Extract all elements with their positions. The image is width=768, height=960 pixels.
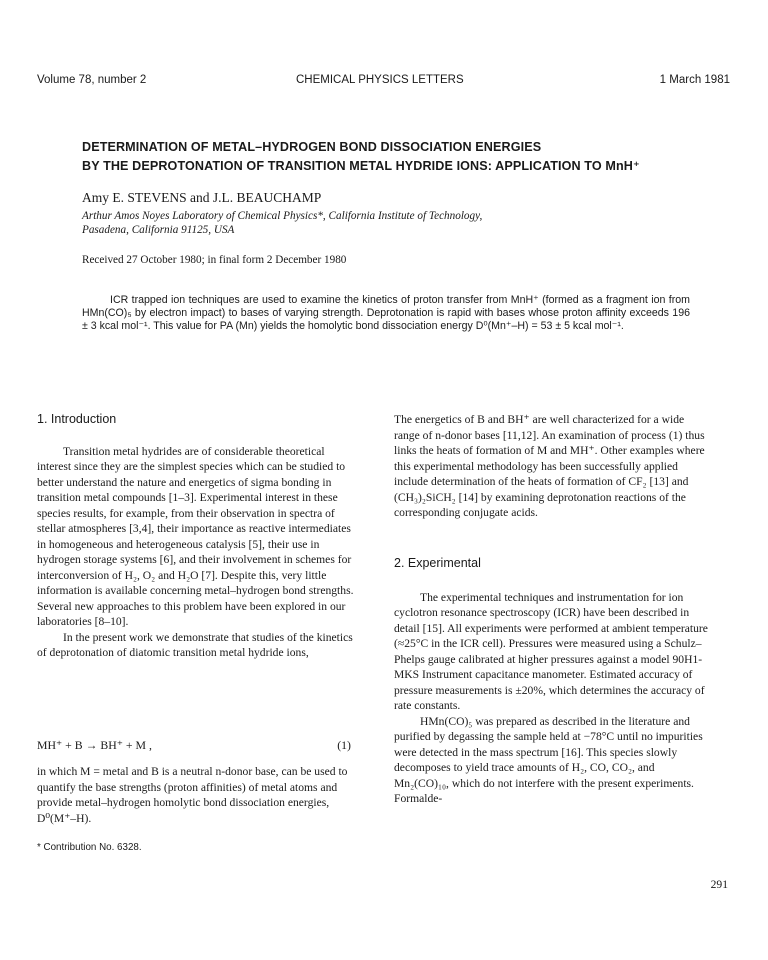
left-column (37, 412, 355, 661)
paper-title-line-1: DETERMINATION OF METAL–HYDROGEN BOND DISSOCIATION ENERGIES (82, 140, 542, 154)
equation-text: MH⁺ + B → BH⁺ + M , (37, 738, 152, 752)
intro-paragraph-3: in which M = metal and B is a neutral n-donor base, can be used to quantify the base strengths (proton affinities) of metal atoms and provide metal–hydrogen homolytic bond dissociation energies, D⁰(M⁺–H). (37, 765, 348, 825)
intro-paragraph-1: Transition metal hydrides are of considerable theoretical interest since they are the simplest species which can be studied to better understand the nature and energetics of sigma bonding in transition metal compounds [1–3]. Experimental interest in these species results, for example, from their observation in spectra of stellar atmospheres [3,4], their importance as reactive intermediates in homogeneous and heterogeneous catalysis [5], their use in hydrogen storage systems [6], and their involvement in schemes for interconversion of H₂, O₂ and H₂O [7]. Despite this, very little information is available concerning metal–hydrogen bond strengths. Several new approaches to this problem have been explored in our laboratories [8–10]. (37, 444, 354, 628)
equation-1 (37, 738, 355, 753)
footnote-contribution: * Contribution No. 6328. (37, 842, 142, 853)
abstract: ICR trapped ion techniques are used to examine the kinetics of proton transfer from MnH⁺ (formed as a fragment ion from HMn(CO)₅ by electron impact) to bases of varying strength. Deprotonation is rapid with bases whose proton affinity exceeds 196 ± 3 kcal mol⁻¹. This value for PA (Mn) yields the homolytic bond dissociation energy D⁰(Mn⁺–H) = 53 ± 5 kcal mol⁻¹. (82, 294, 690, 332)
left-column-continued (37, 764, 355, 826)
intro-paragraph-2: In the present work we demonstrate that studies of the kinetics of deprotonation of diatomic transition metal hydride ions, (37, 630, 353, 659)
authors: Amy E. STEVENS and J.L. BEAUCHAMP (82, 190, 322, 205)
right-paragraph-1: The energetics of B and BH⁺ are well characterized for a wide range of n-donor bases [11,12]. An examination of process (1) thus links the heats of formation of M and MH⁺. Other examples where this experimental methodology has been successfully applied include determination of the heats of formation of CF₂ [13] and (CH₃)₂SiCH₂ [14] by examining deprotonation reactions of the corresponding conjugate acids. (394, 413, 705, 519)
section-heading-introduction: 1. Introduction (37, 412, 117, 426)
volume-number: Volume 78, number 2 (37, 74, 147, 86)
experimental-paragraph-2: HMn(CO)₅ was prepared as described in the literature and purified by degassing the sample held at −78°C until no impurities were detected in the mass spectrum [16]. This species slowly decomposes to yield trace amounts of H₂, CO, CO₂, and Mn₂(CO)₁₀, which do not interfere with the present experiments. Formalde- (394, 714, 703, 805)
affiliation-line-2: Pasadena, California 91125, USA (82, 224, 235, 236)
received-date: Received 27 October 1980; in final form 2 December 1980 (82, 254, 347, 266)
right-column-experimental (394, 556, 712, 807)
affiliation (82, 209, 482, 237)
journal-name: CHEMICAL PHYSICS LETTERS (296, 74, 464, 86)
section-heading-experimental: 2. Experimental (394, 556, 481, 570)
experimental-paragraph-1: The experimental techniques and instrumentation for ion cyclotron resonance spectroscopy (ICR) have been described in detail [15]. All experiments were performed at ambient temperature (≈25°C in the ICR cell). Pressures were measured using a Schulz–Phelps gauge calibrated at higher pressures against a model 90H1-MKS Instrument capacitance manometer. Estimated accuracy of pressure measurements is ±20%, which determines the accuracy of rate constants. (394, 590, 708, 712)
page-number: 291 (710, 878, 728, 891)
issue-date: 1 March 1981 (659, 74, 730, 86)
affiliation-line-1: Arthur Amos Noyes Laboratory of Chemical Physics*, California Institute of Technology, (82, 210, 483, 222)
paper-title-line-2: BY THE DEPROTONATION OF TRANSITION METAL HYDRIDE IONS: APPLICATION TO MnH⁺ (82, 159, 640, 173)
equation-number: (1) (337, 738, 351, 752)
right-column (394, 412, 712, 521)
